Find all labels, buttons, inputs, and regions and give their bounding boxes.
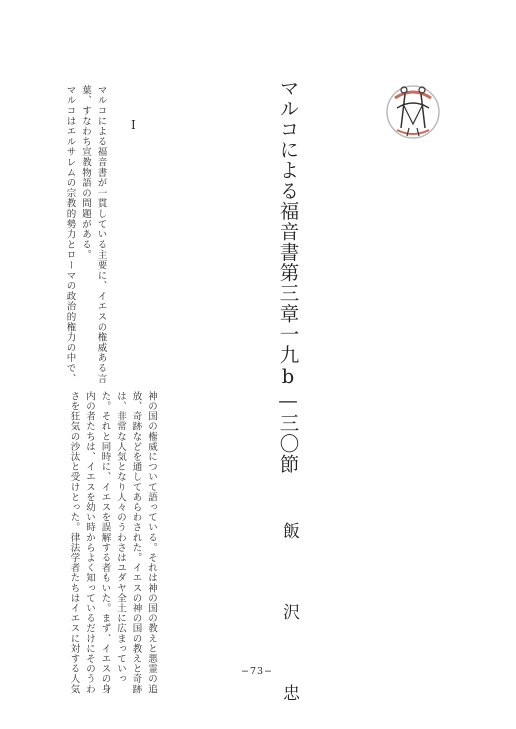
upper-body-text: [62, 85, 109, 384]
body-line: 葉、すなわち宣教物語の問題がある。: [80, 85, 91, 261]
body-line: 放、奇跡などを通してあらわされた。イエスの神の国の教えと奇跡: [130, 391, 142, 694]
body-line: さを狂気の沙汰と受けとった。律法学者たちはイエスに対する人気: [68, 391, 80, 694]
body-line: マルコはエルサレムの宗教的勢力とローマの政治的権力の中で、: [64, 85, 76, 384]
emblem-figure-icon: [383, 68, 445, 160]
page-number: −73−: [241, 666, 274, 677]
article-title: マルコによる福音書第三章一九b—三〇節: [276, 78, 300, 475]
author-name: 飯 沢 忠: [279, 522, 299, 723]
body-line: た。それと同時に、イエスを誤解する者もいた。まず、イエスの身: [99, 391, 111, 694]
lower-body-text: [66, 391, 159, 694]
body-line: 神の国の権威について語っている。それは神の国の教えと悪霊の追: [146, 391, 157, 694]
section-number: I: [131, 118, 136, 132]
body-line: は、非常な人気となり人々のうわさはユダヤ全土に広まっていっ: [115, 391, 126, 684]
body-line: 内の者たちは、イエスを幼い時からよく知っているだけにそのうわ: [84, 391, 95, 694]
body-line: マルコによる福音書が一貫している主要に、イエスの権威ある言: [95, 85, 107, 384]
